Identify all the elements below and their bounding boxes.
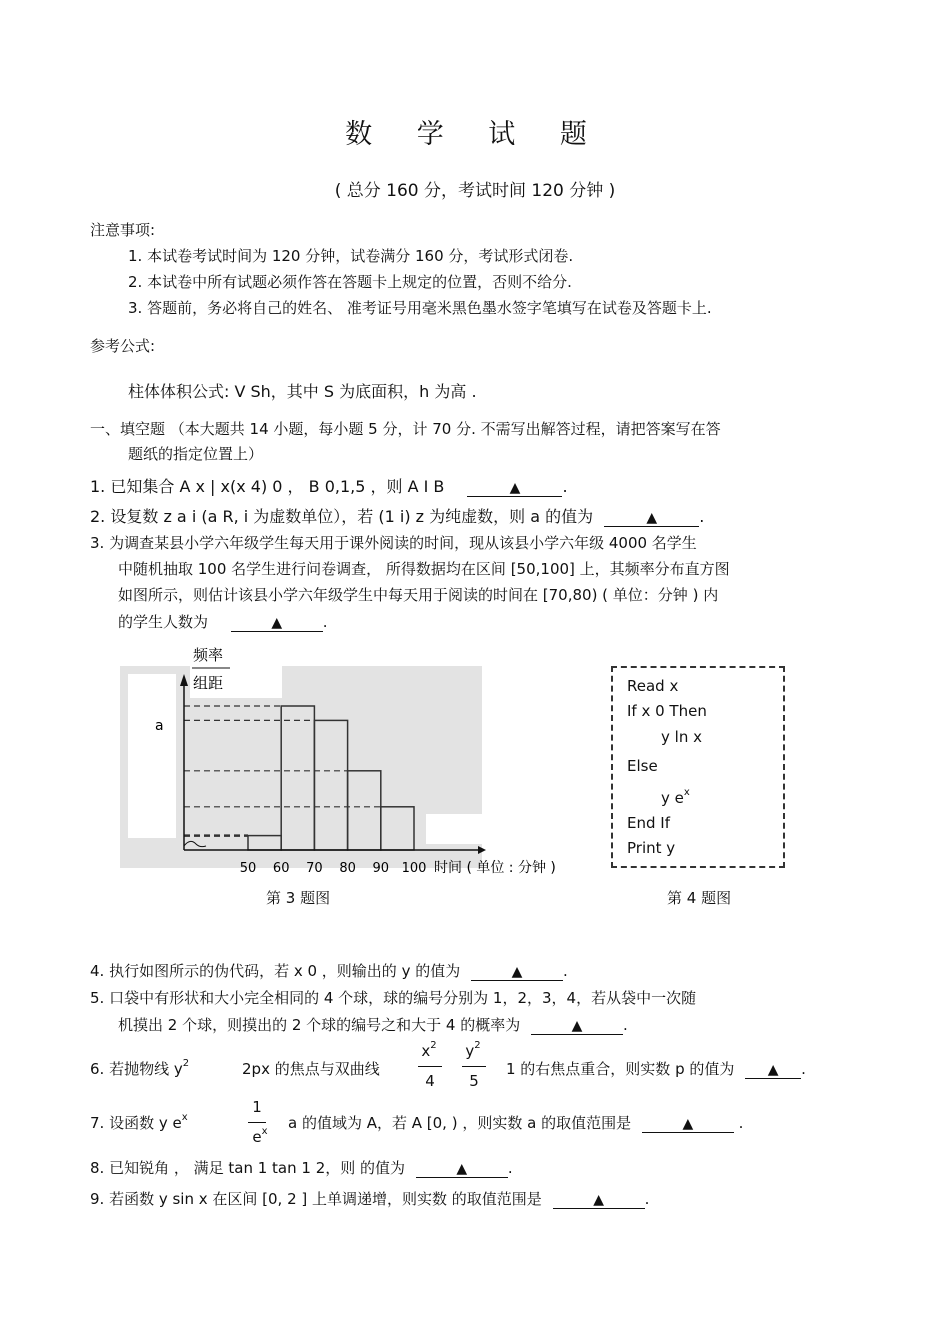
histogram-a-label: a: [155, 718, 164, 734]
question-6-mid: 2px 的焦点与双曲线: [242, 1060, 380, 1078]
question-3-text: 的学生人数为: [118, 613, 209, 631]
histogram-tick-label: 80: [339, 861, 356, 876]
code-exp-sup: x: [683, 787, 690, 798]
question-3-line4: 的学生人数为 ▲ .: [118, 613, 328, 631]
blank-mark: ▲: [767, 1062, 779, 1078]
q6-frac-2-line: [462, 1066, 486, 1067]
blank-mark: ▲: [511, 964, 523, 980]
q7-frac-exp: x: [261, 1126, 268, 1137]
q6-frac-2-den: 5: [469, 1072, 479, 1090]
section-header-line2: 题纸的指定位置上）: [128, 445, 264, 463]
answer-blank-2: [604, 508, 699, 527]
question-3-line1: 3. 为调查某县小学六年级学生每天用于课外阅读的时间，现从该县小学六年级 4000 名学生: [90, 534, 697, 552]
question-3-line2: 中随机抽取 100 名学生进行问卷调查， 所得数据均在区间 [50,100] 上，其频率分布直方图: [118, 560, 730, 578]
code-line-5-text: y e: [661, 789, 684, 807]
answer-blank-9: [553, 1190, 645, 1209]
q6-exponent: 2: [182, 1058, 190, 1069]
question-9: 9. 若函数 y sin x 在区间 [0, 2 ] 上单调递增，则实数 的取值范围是 ▲ .: [90, 1190, 650, 1208]
q6-frac-2-exp: 2: [474, 1040, 481, 1051]
histogram-ylabel-bottom: 组距: [193, 674, 224, 692]
histogram-xlabel: 时间 ( 单位 : 分钟 ): [434, 860, 556, 876]
blank-mark: ▲: [271, 615, 283, 631]
code-line-5: [661, 787, 690, 807]
histogram-tick-label: 50: [239, 861, 257, 876]
q7-frac-line: [248, 1122, 266, 1123]
question-5-line1: 5. 口袋中有形状和大小完全相同的 4 个球，球的编号分别为 1，2，3，4，若从袋中一次随: [90, 989, 697, 1007]
notice-item-2: 2. 本试卷中所有试题必须作答在答题卡上规定的位置，否则不给分.: [128, 273, 572, 291]
blank-mark: ▲: [682, 1116, 694, 1132]
question-8: 8. 已知锐角 ， 满足 tan 1 tan 1 2，则 的值为 ▲ .: [90, 1159, 513, 1177]
histogram-tick-label: 60: [272, 861, 290, 876]
code-line-7: Print y: [627, 839, 676, 857]
q6-frac-1-den: 4: [425, 1072, 435, 1090]
question-4-text: 4. 执行如图所示的伪代码，若 x 0 ，则输出的 y 的值为: [90, 962, 461, 980]
question-5-line2: 机摸出 2 个球，则摸出的 2 个球的编号之和大于 4 的概率为 ▲ .: [118, 1016, 628, 1034]
answer-blank-1: [467, 478, 562, 497]
figure-4-caption: 第 4 题图: [667, 889, 732, 907]
notice-item-3: 3. 答题前，务必将自己的姓名、 准考证号用毫米黑色墨水签字笔填写在试卷及答题卡上.: [128, 299, 712, 317]
question-5-text: 机摸出 2 个球，则摸出的 2 个球的编号之和大于 4 的概率为: [118, 1016, 521, 1034]
question-6-text-c: 1 的右焦点重合，则实数 p 的值为: [506, 1060, 735, 1078]
question-7-text-b: a 的值域为 A，若 A [0, ) ，则实数 a 的取值范围是: [288, 1114, 632, 1132]
page-title: 数 学 试 题: [345, 119, 605, 150]
question-1-text: 1. 已知集合 A x | x(x 4) 0 ， B 0,1,5 ，则 A I B: [90, 477, 445, 496]
answer-blank-8: [416, 1159, 508, 1178]
formula-heading: 参考公式:: [90, 337, 156, 355]
code-line-3: y ln x: [661, 728, 702, 746]
page-subtitle: ( 总分 160 分，考试时间 120 分钟 ): [334, 181, 616, 201]
question-7-prefix: [90, 1112, 188, 1133]
question-3-line3: 如图所示，则估计该县小学六年级学生中每天用于阅读的时间在 [70,80) ( 单位：分钟 ) 内: [118, 586, 719, 604]
question-4: 4. 执行如图所示的伪代码，若 x 0 ，则输出的 y 的值为 ▲ .: [90, 962, 568, 980]
notice-heading: 注意事项:: [90, 221, 156, 239]
histogram-tick-label: 90: [372, 861, 390, 876]
answer-blank-6: [745, 1060, 801, 1079]
q7-frac-den: [248, 1126, 272, 1146]
code-line-2: If x 0 Then: [627, 702, 707, 720]
q6-frac-2-num: [462, 1040, 484, 1060]
q6-frac-2-num-text: y: [465, 1042, 475, 1060]
question-6-prefix: [90, 1058, 189, 1079]
q6-frac-1-num-text: x: [421, 1042, 431, 1060]
blank-mark: ▲: [509, 480, 521, 496]
question-2-text: 2. 设复数 z a i (a R, i 为虚数单位），若 (1 i) z 为纯虚数，则 a 的值为: [90, 507, 594, 526]
question-7-suffix: a 的值域为 A，若 A [0, ) ，则实数 a 的取值范围是 ▲ .: [288, 1114, 744, 1132]
blank-mark: ▲: [571, 1018, 583, 1034]
code-line-4: Else: [627, 757, 658, 775]
q6-frac-1-line: [418, 1066, 442, 1067]
histogram-tick-label: 100: [401, 861, 427, 876]
code-line-6: End If: [627, 814, 670, 832]
figure-3-caption: 第 3 题图: [266, 889, 331, 907]
blank-mark: ▲: [646, 510, 658, 526]
q7-exponent: x: [181, 1112, 188, 1123]
notice-item-1: 1. 本试卷考试时间为 120 分钟，试卷满分 160 分，考试形式闭卷.: [128, 247, 574, 265]
blank-mark: ▲: [456, 1161, 468, 1177]
q6-frac-1-exp: 2: [430, 1040, 437, 1051]
figure-3-histogram: [118, 640, 598, 885]
histogram-ylabel-box: [128, 674, 176, 838]
histogram-tick-label: 70: [306, 861, 323, 876]
answer-blank-7: [642, 1114, 734, 1133]
answer-blank-5: [531, 1016, 623, 1035]
question-6-text-a: 6. 若抛物线 y: [90, 1060, 183, 1078]
blank-mark: ▲: [593, 1192, 604, 1208]
q7-frac-num: 1: [252, 1098, 262, 1116]
question-9-text: 9. 若函数 y sin x 在区间 [0, 2 ] 上单调递增，则实数 的取值范围是: [90, 1190, 542, 1208]
histogram-corner-box: [426, 814, 492, 844]
question-2: 2. 设复数 z a i (a R, i 为虚数单位），若 (1 i) z 为纯虚数，则 a 的值为 ▲ .: [90, 507, 705, 526]
question-6-suffix: 1 的右焦点重合，则实数 p 的值为 ▲ .: [506, 1060, 806, 1078]
question-7-text-a: 7. 设函数 y e: [90, 1114, 182, 1132]
code-line-1: Read x: [627, 677, 679, 695]
question-8-text: 8. 已知锐角 ， 满足 tan 1 tan 1 2，则 的值为: [90, 1159, 406, 1177]
formula-text: 柱体体积公式: V Sh，其中 S 为底面积，h 为高 .: [128, 382, 477, 401]
histogram-ylabel-top: 频率: [193, 646, 224, 664]
section-header-line1: 一、填空题 （本大题共 14 小题，每小题 5 分，计 70 分. 不需写出解答过程，请把答案写在答: [90, 420, 721, 438]
answer-blank-4: [471, 962, 563, 981]
question-1: 1. 已知集合 A x | x(x 4) 0 ， B 0,1,5 ，则 A I B ▲ .: [90, 477, 568, 496]
answer-blank-3: [231, 613, 323, 632]
q7-frac-den-text: e: [252, 1128, 262, 1146]
q6-frac-1-num: [418, 1040, 440, 1060]
